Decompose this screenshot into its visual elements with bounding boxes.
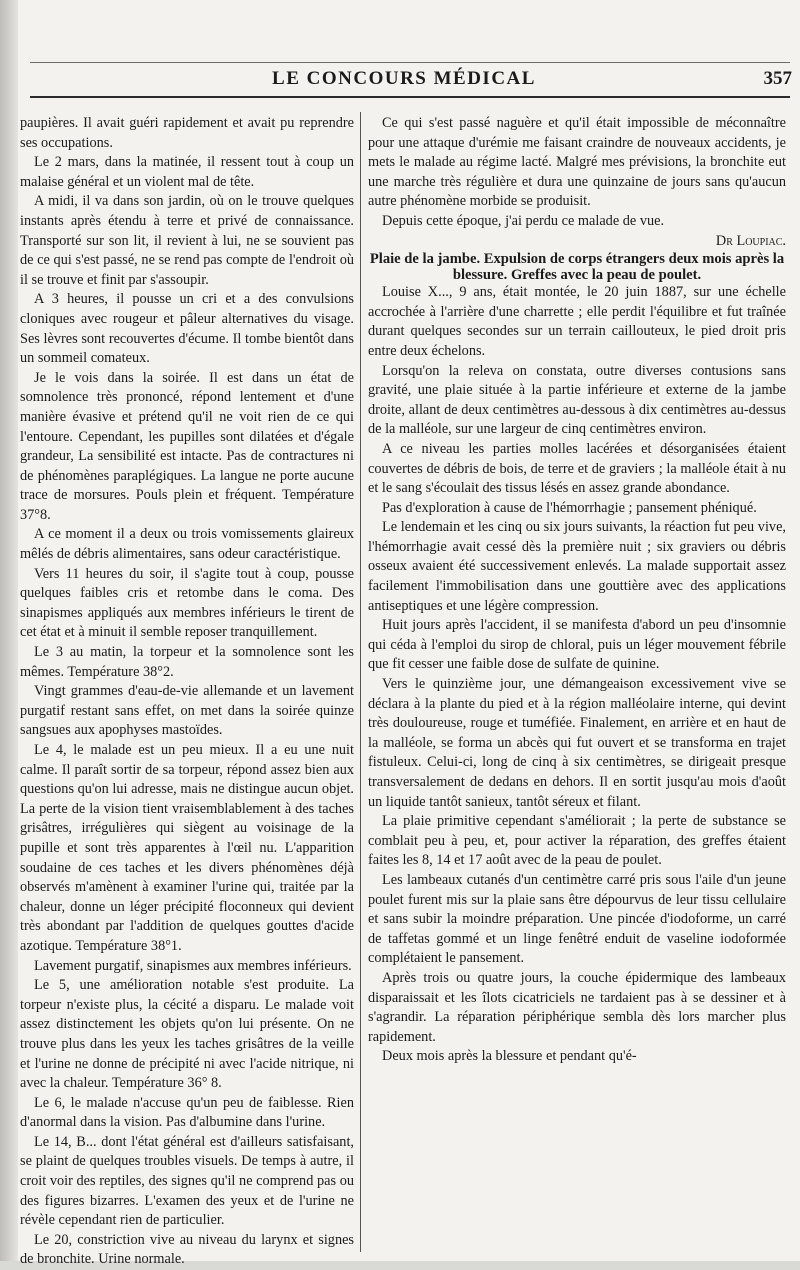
paragraph: Après trois ou quatre jours, la couche épidermique des lambeaux disparaissait et les îlots cicatriciels ne tardaient pas à se dessiner et à s'agrandir. La réparation périphérique sembla dès lors marcher plus rapidement. <box>368 969 786 1045</box>
paragraph: A 3 heures, il pousse un cri et a des convulsions cloniques avec rougeur et pâleur alternatives du visage. Ses lèvres sont recouvertes d'écume. Il tombe bientôt dans un sommeil comateux. <box>20 291 354 367</box>
article-title: Plaie de la jambe. Expulsion de corps étrangers deux mois après la blessure. Greffes avec la peau de poulet. <box>369 251 785 284</box>
page-number: 357 <box>763 68 792 89</box>
paragraph: Deux mois après la blessure et pendant qu'é- <box>382 1048 637 1065</box>
right-column <box>368 114 786 1249</box>
paragraph: Je le vois dans la soirée. Il est dans un état de somnolence très prononcé, répond lentement et d'une manière évasive et prétend qu'il ne voit rien de ce qui l'entoure. Cependant, les pupilles sont dilatées et d'égale grandeur, La sensibilité est intacte. Pas de contractures ni de phénomènes paraplégiques. La langue ne porte aucune trace de morsures. Pouls plein et fréquent. Température 37°8. <box>20 369 354 523</box>
column-divider <box>360 112 361 1252</box>
paragraph: Vers 11 heures du soir, il s'agite tout à coup, pousse quelques faibles cris et retombe dans le coma. Des sinapismes appliqués aux membres inférieurs le tirent de cet état et à minuit il semble reposer tranquillement. <box>20 565 354 641</box>
paragraph: Le 5, une amélioration notable s'est produite. La torpeur n'existe plus, la cécité a disparu. Le malade voit assez distinctement les objets qu'on lui présente. On ne trouve plus dans les yeux les taches grisâtres de la veille et l'urine ne donne de précipité ni avec l'acide nitrique, ni avec la chaleur. Température 36° 8. <box>20 977 354 1092</box>
paragraph: Le 3 au matin, la torpeur et la somnolence sont les mêmes. Température 38°2. <box>20 644 354 680</box>
paragraph: Les lambeaux cutanés d'un centimètre carré pris sous l'aile d'un jeune poulet furent mis sur la plaie sans être dépourvus de leur tissu cellulaire et sans subir la moindre préparation. Une pincée d'iodoforme, un carré de taffetas gommé et un linge fenêtré enduit de vaseline iodoformée complétaient le pansement. <box>368 871 786 967</box>
paragraph: Le 4, le malade est un peu mieux. Il a eu une nuit calme. Il paraît sortir de sa torpeur, répond assez bien aux questions qu'on lui adresse, mais ne distingue aucun objet. La perte de la vision tient vraisemblablement à des taches grisâtres, irrégulières qui siègent au voisinage de la pupille et sont très apparentes à l'œil nu. L'apparition soudaine de ces taches et les divers phénomènes déjà observés m'amènent à examiner l'urine qui, traitée par la chaleur, donne un léger précipité floconneux qui devient très abondant par l'addition de quelques gouttes d'acide azotique. Température 38°1. <box>20 742 354 954</box>
left-column <box>20 114 354 1268</box>
paragraph: Louise X..., 9 ans, était montée, le 20 juin 1887, sur une échelle accrochée à l'arrière d'une charrette ; elle perdit l'équilibre et fut traînée durant quelques secondes sur un terrain caillouteux, le pied droit pris entre deux échelons. <box>368 284 786 359</box>
paragraph: Ce qui s'est passé naguère et qu'il était impossible de méconnaître pour une attaque d'urémie me faisant craindre de nouveaux accidents, je mets le malade au régime lacté. Malgré mes prévisions, la bronchite eut une marche très régulière et dura une quinzaine de jours sans qu'aucun autre phénomène morbide se produisit. <box>368 115 786 210</box>
paragraph: Lorsqu'on la releva on constata, outre diverses contusions sans gravité, une plaie située à la partie inférieure et externe de la jambe droite, allant de deux centimètres au-dessous à dix centimètres au-dessus de la malléole, sur une largeur de cinq centimètres environ. <box>368 362 786 438</box>
journal-title: LE CONCOURS MÉDICAL <box>272 68 536 89</box>
paragraph: A ce moment il a deux ou trois vomissements glaireux mêlés de débris alimentaires, sans odeur caractéristique. <box>20 526 354 563</box>
header-rule <box>30 96 790 98</box>
paragraph: Lavement purgatif, sinapismes aux membres inférieurs. <box>34 957 352 974</box>
paragraph: Le 20, constriction vive au niveau du larynx et signes de bronchite. Urine normale. <box>20 1231 354 1268</box>
paragraph: Vingt grammes d'eau-de-vie allemande et un lavement purgatif restant sans effet, on met dans la soirée quinze sangsues aux apophyses mastoïdes. <box>20 683 354 739</box>
paragraph: Pas d'exploration à cause de l'hémorrhagie ; pansement phéniqué. <box>382 499 757 516</box>
paragraph: Le 2 mars, dans la matinée, il ressent tout à coup un malaise général et un violent mal de tête. <box>20 154 354 190</box>
paragraph: Le 14, B... dont l'état général est d'ailleurs satisfaisant, se plaint de quelques troubles visuels. De temps à autre, il croit voir des reptiles, des signes qu'il ne comprend pas ou des figures bizarres. L'examen des yeux et de l'urine ne révèle cependant rien de particulier. <box>20 1133 354 1229</box>
paragraph: Huit jours après l'accident, il se manifesta d'abord un peu d'insomnie qui céda à l'emploi du sirop de chloral, puis un léger mouvement fébrile que fit cesser une faible dose de sulfate de quinine. <box>368 617 786 673</box>
paragraph: Depuis cette époque, j'ai perdu ce malade de vue. <box>382 212 665 229</box>
paragraph: La plaie primitive cependant s'améliorait ; la perte de substance se comblait peu à peu, et, pour activer la réparation, des greffes étaient faites les 8, 14 et 17 août avec de la peau de poulet. <box>368 813 786 869</box>
paragraph: A midi, il va dans son jardin, où on le trouve quelques instants après étendu à terre et privé de connaissance. Transporté sur son lit, il revient à lui, ne se souvient pas de ce qui s'est passé, ne se rend pas compte de l'endroit où il se trouve et finit par s'assoupir. <box>20 193 354 288</box>
paragraph: Le 6, le malade n'accuse qu'un peu de faiblesse. Rien d'anormal dans la vision. Pas d'albumine dans l'urine. <box>20 1094 354 1131</box>
paragraph: Le lendemain et les cinq ou six jours suivants, la réaction fut peu vive, l'hémorrhagie avait cessé dès la première nuit ; six graviers ou débris osseux avaient été successivement enlevés. La malade supportait assez facilement l'immobilisation dans une gouttière avec des applications antiseptiques et une légère compression. <box>368 519 786 614</box>
page-binding-shadow <box>0 0 18 1261</box>
top-rule <box>30 62 790 63</box>
author-signature: Dr Loupiac. <box>715 232 786 249</box>
paragraph: paupières. Il avait guéri rapidement et avait pu reprendre ses occupations. <box>20 115 354 151</box>
paragraph: A ce niveau les parties molles lacérées et désorganisées étaient couvertes de débris de bois, de terre et de graviers ; la malléole était à nu et le sang s'écoulait des tissus lésés en assez grande abondance. <box>368 440 786 497</box>
paragraph: Vers le quinzième jour, une démangeaison excessivement vive se déclara à la plante du pied et à la région malléolaire interne, qui devint très douloureuse, rouge et tuméfiée. Finalement, en arrière et en haut de la malléole, se forma un abcès qui fut ouvert et se transforma en trajet fistuleux. Celui-ci, long de cinq à six centimètres, se dirigeait presque transversalement de dedans en dehors. Il en sortit jusqu'au mois d'août un liquide tantôt sanieux, tantôt séreux et filant. <box>368 676 786 810</box>
